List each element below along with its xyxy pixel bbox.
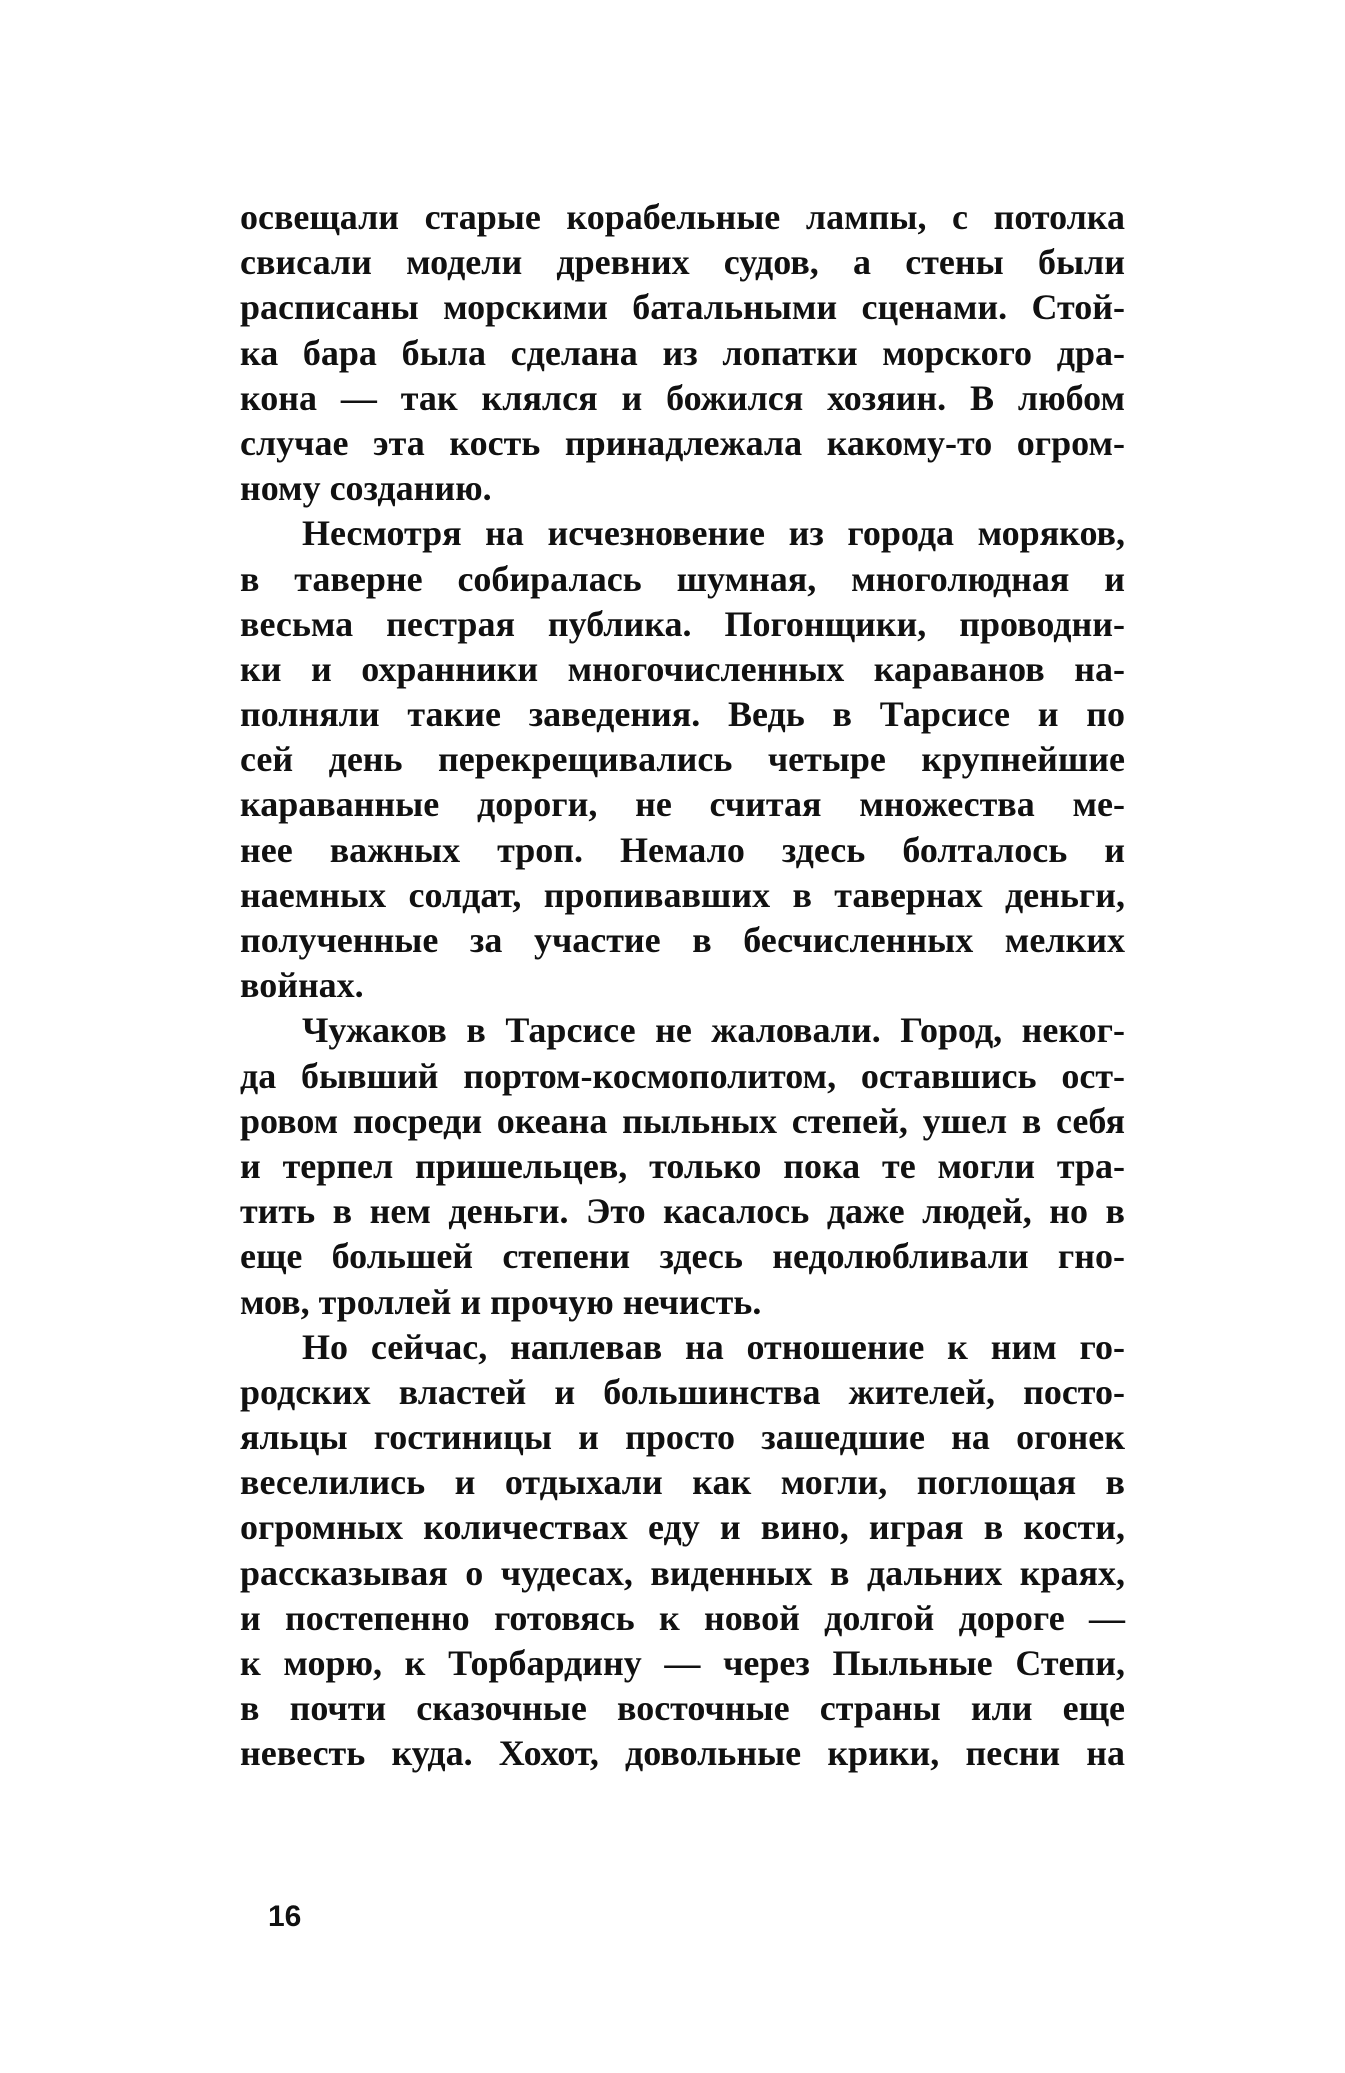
text-line: Но сейчас, наплевав на отношение к ним го- — [302, 1326, 1125, 1367]
text-line: мов, троллей и прочую нечисть. — [240, 1281, 762, 1322]
text-line: тить в нем деньги. Это касалось даже людей, но в — [240, 1191, 1125, 1232]
page-number: 16 — [268, 1900, 302, 1933]
paragraph-3 — [240, 1008, 1125, 1324]
text-line: ному созданию. — [240, 468, 492, 509]
text-line: весьма пестрая публика. Погонщики, проводни- — [240, 603, 1125, 644]
text-line: в таверне собиралась шумная, многолюдная и — [240, 558, 1125, 599]
text-line: родских властей и большинства жителей, посто- — [240, 1371, 1125, 1412]
text-line: и постепенно готовясь к новой долгой дороге — — [240, 1597, 1125, 1638]
text-line: полученные за участие в бесчисленных мелких — [240, 920, 1125, 960]
paragraph-2 — [240, 511, 1125, 1008]
text-line: сей день перекрещивались четыре крупнейшие — [240, 739, 1125, 780]
text-line: освещали старые корабельные лампы, с потолка — [240, 197, 1125, 237]
text-line: ка бара была сделана из лопатки морского дра- — [240, 332, 1125, 373]
text-line: войнах. — [240, 965, 364, 1006]
text-line: еще большей степени здесь недолюбливали гно- — [240, 1236, 1125, 1277]
text-line: да бывший портом-космополитом, оставшись ост- — [240, 1055, 1125, 1096]
text-line: рассказывая о чудесах, виденных в дальних краях, — [240, 1552, 1125, 1593]
text-line: полняли такие заведения. Ведь в Тарсисе и по — [240, 694, 1125, 735]
text-line: к морю, к Торбардину — через Пыльные Степи, — [240, 1643, 1125, 1683]
text-line: ки и охранники многочисленных караванов на- — [240, 648, 1125, 689]
text-line: нее важных троп. Немало здесь болталось и — [240, 829, 1125, 870]
text-line: Чужаков в Тарсисе не жаловали. Город, неког- — [302, 1010, 1125, 1051]
text-line: ровом посреди океана пыльных степей, ушел в себя — [240, 1100, 1125, 1141]
text-line: случае эта кость принадлежала какому-то огром- — [240, 422, 1125, 463]
paragraph-1 — [240, 195, 1125, 511]
text-line: яльцы гостиницы и просто зашедшие на огонек — [240, 1417, 1125, 1458]
text-line: в почти сказочные восточные страны или еще — [240, 1688, 1125, 1729]
text-line: веселились и отдыхали как могли, поглощая в — [240, 1462, 1125, 1503]
text-line: огромных количествах еду и вино, играя в кости, — [240, 1507, 1125, 1548]
text-line: кона — так клялся и божился хозяин. В любом — [240, 377, 1125, 418]
text-line: и терпел пришельцев, только пока те могли тра- — [240, 1145, 1125, 1186]
text-line: караванные дороги, не считая множества ме- — [240, 784, 1125, 825]
text-line: Несмотря на исчезновение из города моряков, — [302, 513, 1125, 554]
text-line: наемных солдат, пропивавших в тавернах деньги, — [240, 874, 1125, 915]
paragraph-4 — [240, 1325, 1125, 1777]
text-line: свисали модели древних судов, а стены были — [240, 242, 1125, 283]
text-line: невесть куда. Хохот, довольные крики, песни на — [240, 1733, 1125, 1774]
text-line: расписаны морскими батальными сценами. Стой- — [240, 287, 1125, 328]
body-text — [240, 195, 1125, 1777]
